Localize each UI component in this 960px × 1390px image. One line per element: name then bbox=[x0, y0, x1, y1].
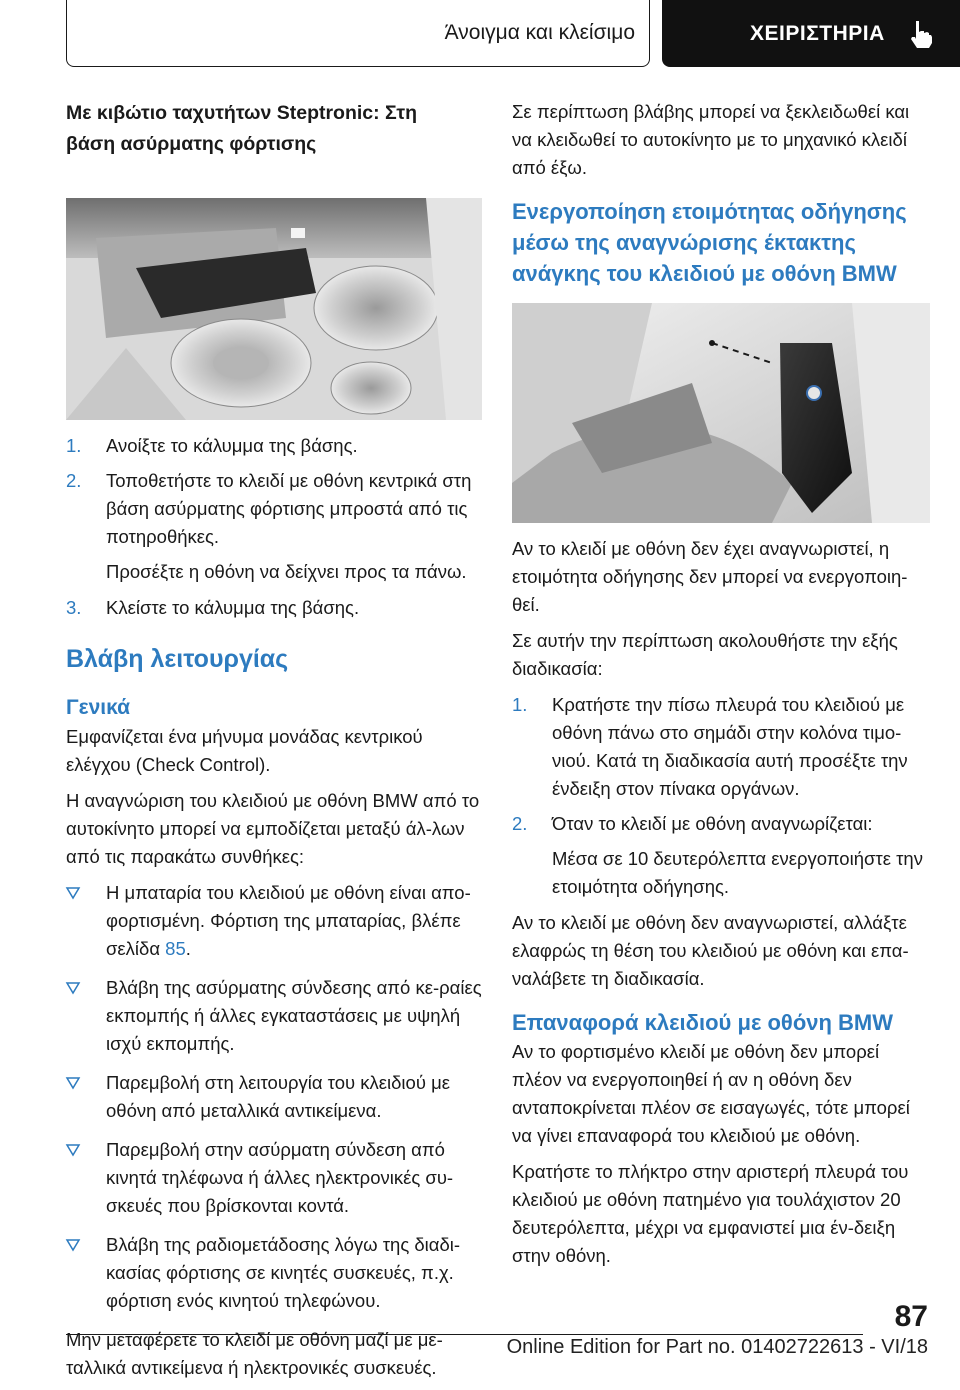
paragraph: Μην μεταφέρετε το κλειδί με οθόνη μαζί με με-ταλλικά αντικείμενα ή ηλεκτρονικές συσκευές. bbox=[66, 1329, 443, 1378]
left-column bbox=[66, 98, 482, 1390]
subsection-heading-general: Γενικά bbox=[66, 696, 131, 719]
list-item bbox=[512, 810, 930, 838]
step-text: Ανοίξτε το κάλυμμα της βάσης. bbox=[106, 435, 358, 456]
heading-reset-key: Επαναφορά κλειδιού με οθόνη BMW bbox=[512, 1010, 894, 1035]
triangle-bullet-icon bbox=[66, 1077, 80, 1089]
section-title: Άνοιγμα και κλείσιμο bbox=[444, 21, 635, 44]
step-number: 2. bbox=[512, 813, 528, 834]
paragraph: Η αναγνώριση του κλειδιού με οθόνη BMW από το αυτοκίνητο μπορεί να εμποδίζεται μεταξύ άλ-λων από τις παρακάτω συνθήκες: bbox=[66, 790, 480, 867]
conditions-list bbox=[66, 879, 482, 1315]
bullet-tail: . bbox=[185, 938, 191, 959]
list-item bbox=[66, 1136, 482, 1220]
step-text: Όταν το κλειδί με οθόνη αναγνωρίζεται: bbox=[552, 813, 873, 834]
paragraph: Σε αυτήν την περίπτωση ακολουθήστε την εξής διαδικασία: bbox=[512, 630, 898, 679]
step-text: Τοποθετήστε το κλειδί με οθόνη κεντρικά στη βάση ασύρματης φόρτισης μπροστά από τις ποτηροθήκες. bbox=[106, 470, 472, 547]
step-note: Προσέξτε η οθόνη να δείχνει προς τα πάνω. bbox=[106, 561, 467, 582]
triangle-bullet-icon bbox=[66, 1144, 80, 1156]
triangle-bullet-icon bbox=[66, 887, 80, 899]
triangle-bullet-icon bbox=[66, 1239, 80, 1251]
heading-emergency-detection: Ενεργοποίηση ετοιμότητας οδήγησης μέσω της αναγνώρισης έκτακτης ανάγκης του κλειδιού με οθόνη BMW bbox=[512, 199, 907, 286]
triangle-bullet-icon bbox=[66, 982, 80, 994]
bullet-text: Βλάβη της ραδιομετάδοσης λόγω της διαδι-κασίας φόρτισης σε κινητές συσκευές, π.χ. φόρτιση ενός κινητού τηλεφώνου. bbox=[106, 1234, 461, 1311]
paragraph: Αν το κλειδί με οθόνη δεν έχει αναγνωριστεί, η ετοιμότητα οδήγησης δεν μπορεί να ενεργοποιη-θεί. bbox=[512, 538, 908, 615]
step-note: Μέσα σε 10 δευτερόλεπτα ενεργοποιήστε την ετοιμότητα οδήγησης. bbox=[552, 848, 923, 897]
list-item bbox=[66, 467, 482, 551]
edition-note: Online Edition for Part no. 01402722613 - VI/18 bbox=[506, 1336, 928, 1358]
hand-pointer-icon bbox=[907, 19, 935, 49]
chapter-title: ΧΕΙΡΙΣΤΗΡΙΑ bbox=[750, 21, 885, 45]
key-on-column-illustration bbox=[512, 303, 930, 523]
list-item bbox=[66, 594, 482, 622]
paragraph: Σε περίπτωση βλάβης μπορεί να ξεκλειδωθεί και να κλειδωθεί το αυτοκίνητο με το μηχανικό κλειδί από έξω. bbox=[512, 101, 910, 178]
step-number: 3. bbox=[66, 597, 82, 618]
list-item bbox=[66, 432, 482, 460]
step-number: 1. bbox=[512, 694, 528, 715]
bullet-text: Παρεμβολή στην ασύρματη σύνδεση από κινητά τηλέφωνα ή άλλες ηλεκτρονικές συ-σκευές που βρίσκονται κοντά. bbox=[106, 1139, 454, 1216]
list-item bbox=[66, 1231, 482, 1315]
wireless-charging-tray-image bbox=[66, 198, 482, 420]
page-number: 87 bbox=[894, 1300, 928, 1333]
page-link[interactable]: 85 bbox=[165, 938, 186, 959]
section-tab bbox=[66, 0, 650, 67]
step-text: Κλείστε το κάλυμμα της βάσης. bbox=[106, 597, 360, 618]
step-number: 1. bbox=[66, 435, 82, 456]
footer-divider bbox=[66, 1334, 863, 1335]
bullet-text: Βλάβη της ασύρματης σύνδεσης από κε-ραίες εκπομπής ή άλλες εγκαταστάσεις με υψηλή ισχύ εκπομπής. bbox=[106, 977, 482, 1054]
list-item bbox=[66, 1069, 482, 1125]
step-number: 2. bbox=[66, 470, 82, 491]
paragraph: Εμφανίζεται ένα μήνυμα μονάδας κεντρικού ελέγχου (Check Control). bbox=[66, 726, 423, 775]
charging-tray-illustration bbox=[66, 198, 482, 420]
bullet-text: Η μπαταρία του κλειδιού με οθόνη είναι απο-φορτισμένη. Φόρτιση της μπαταρίας, βλέπε σελίδα bbox=[106, 882, 471, 959]
paragraph: Κρατήστε το πλήκτρο στην αριστερή πλευρά του κλειδιού με οθόνη πατημένο για τουλάχιστον 20 δευτερόλεπτα, μέχρι να εμφανιστεί μια έν-δειξη στην οθόνη. bbox=[512, 1161, 909, 1266]
charging-steps-list-cont bbox=[66, 594, 482, 622]
list-item bbox=[66, 879, 482, 963]
page-header bbox=[0, 0, 960, 84]
paragraph: Αν το φορτισμένο κλειδί με οθόνη δεν μπορεί πλέον να ενεργοποιηθεί ή αν η οθόνη δεν ανταποκρίνεται πλέον σε εισαγωγές, τότε μπορεί να γίνει επαναφορά του κλειδιού με οθόνη. bbox=[512, 1041, 910, 1146]
steptronic-heading: Με κιβώτιο ταχυτήτων Steptronic: Στη βάση ασύρματης φόρτισης bbox=[66, 102, 418, 155]
bullet-text: Παρεμβολή στη λειτουργία του κλειδιού με οθόνη από μεταλλικά αντικείμενα. bbox=[106, 1072, 450, 1121]
section-heading-malfunction: Βλάβη λειτουργίας bbox=[66, 645, 289, 673]
chapter-tab bbox=[662, 0, 960, 67]
charging-steps-list bbox=[66, 432, 482, 551]
paragraph: Αν το κλειδί με οθόνη δεν αναγνωριστεί, αλλάξτε ελαφρώς τη θέση του κλειδιού με οθόνη και επα-ναλάβετε τη διαδικασία. bbox=[512, 912, 909, 989]
emergency-steps-list bbox=[512, 691, 930, 838]
display-key-steering-column-image bbox=[512, 303, 930, 523]
list-item bbox=[512, 691, 930, 803]
step-text: Κρατήστε την πίσω πλευρά του κλειδιού με οθόνη πάνω στο σημάδι στην κολόνα τιμο-νιού. Κατά τη διαδικασία αυτή προσέξτε την ένδειξη στον πίνακα οργάνων. bbox=[552, 694, 908, 799]
list-item bbox=[66, 974, 482, 1058]
right-column bbox=[512, 98, 930, 1278]
